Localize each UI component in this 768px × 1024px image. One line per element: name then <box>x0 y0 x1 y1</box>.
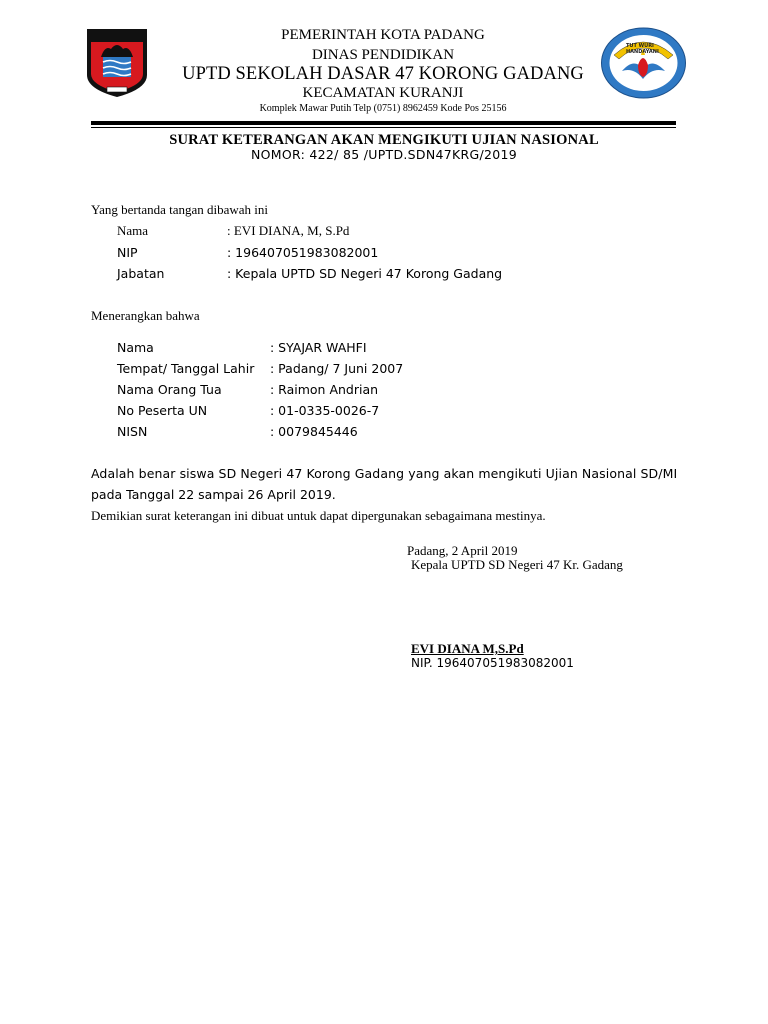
student-value-parent: : Raimon Andrian <box>270 382 379 397</box>
signer-label-nip: NIP <box>117 245 138 260</box>
student-value-exam-number: : 01-0335-0026-7 <box>270 403 380 418</box>
signer-value-name: : EVI DIANA, M, S.Pd <box>227 223 350 238</box>
student-intro: Menerangkan bahwa <box>91 308 200 323</box>
document-number: NOMOR: 422/ 85 /UPTD.SDN47KRG/2019 <box>251 147 517 162</box>
student-label-birth: Tempat/ Tanggal Lahir <box>117 361 255 376</box>
statement-line-3: Demikian surat keterangan ini dibuat untuk dapat dipergunakan sebagaimana mestinya. <box>91 508 546 523</box>
letterhead-school-name: UPTD SEKOLAH DASAR 47 KORONG GADANG <box>182 64 584 84</box>
signature-name: EVI DIANA M,S.Pd <box>411 641 524 656</box>
signer-intro: Yang bertanda tangan dibawah ini <box>91 202 269 217</box>
signer-label-name: Nama <box>117 223 149 238</box>
student-label-nisn: NISN <box>117 424 148 439</box>
signer-value-position: : Kepala UPTD SD Negeri 47 Korong Gadang <box>227 266 503 281</box>
student-label-exam-number: No Peserta UN <box>117 403 208 418</box>
signature-place-date: Padang, 2 April 2019 <box>407 543 518 558</box>
student-value-nisn: : 0079845446 <box>270 424 358 439</box>
signature-nip: NIP. 196407051983082001 <box>411 656 574 670</box>
letterhead-line-government: PEMERINTAH KOTA PADANG <box>281 27 485 43</box>
statement-line-2: pada Tanggal 22 sampai 26 April 2019. <box>91 487 336 502</box>
student-label-name: Nama <box>117 340 154 355</box>
statement-line-1: Adalah benar siswa SD Negeri 47 Korong Gadang yang akan mengikuti Ujian Nasional SD/MI <box>91 466 678 481</box>
signer-value-nip: : 196407051983082001 <box>227 245 379 260</box>
student-value-name: : SYAJAR WAHFI <box>270 340 367 355</box>
letterhead-divider-thin <box>91 127 676 128</box>
letterhead-line-department: DINAS PENDIDIKAN <box>311 47 455 63</box>
signature-position: Kepala UPTD SD Negeri 47 Kr. Gadang <box>411 557 623 572</box>
document-title: SURAT KETERANGAN AKAN MENGIKUTI UJIAN NASIONAL <box>169 132 599 148</box>
letterhead-divider-thick <box>91 121 676 125</box>
letterhead-address: Komplek Mawar Putih Telp (0751) 8962459 Kode Pos 25156 <box>259 103 507 114</box>
letterhead-district: KECAMATAN KURANJI <box>302 85 464 101</box>
emblem-ribbon-text: TUT WURI HANDAYANI <box>626 43 659 55</box>
student-label-parent: Nama Orang Tua <box>117 382 222 397</box>
student-value-birth: : Padang/ 7 Juni 2007 <box>270 361 404 376</box>
signer-label-position: Jabatan <box>117 266 165 281</box>
